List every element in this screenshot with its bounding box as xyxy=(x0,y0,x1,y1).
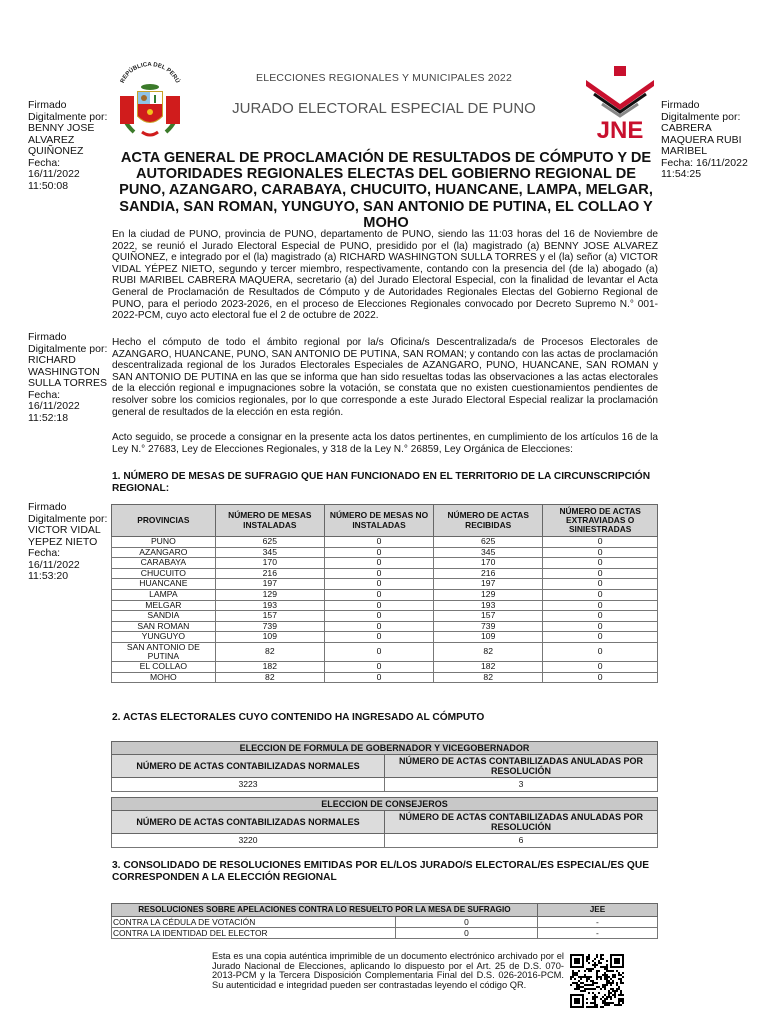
actas-recibidas-cell: 109 xyxy=(434,632,543,643)
qr-code-icon[interactable] xyxy=(570,954,624,1008)
resoluciones-col-apelaciones: RESOLUCIONES SOBRE APELACIONES CONTRA LO RESUELTO POR LA MESA DE SUFRAGIO xyxy=(112,904,538,917)
actas-recibidas-cell: 193 xyxy=(434,600,543,611)
table-row xyxy=(112,928,658,939)
signature-alvarez: Firmado Digitalmente por: BENNY JOSE ALVAREZ QUIÑONEZ Fecha: 16/11/2022 11:50:08 xyxy=(28,99,108,192)
provincia-cell: LAMPA xyxy=(112,589,216,600)
consejeros-table-title: ELECCION DE CONSEJEROS xyxy=(112,798,658,811)
actas-recibidas-cell: 216 xyxy=(434,568,543,579)
provincia-cell: MELGAR xyxy=(112,600,216,611)
signature-cabrera: Firmado Digitalmente por: CABRERA MAQUERA RUBI MARIBEL Fecha: 16/11/2022 11:54:25 xyxy=(661,99,748,180)
table-row xyxy=(112,600,658,611)
actas-recibidas-cell: 129 xyxy=(434,589,543,600)
resolucion-count: 0 xyxy=(395,917,537,928)
jne-logo-text: JNE xyxy=(596,117,644,142)
consejeros-val-normales: 3220 xyxy=(112,834,385,848)
provincia-cell: MOHO xyxy=(112,672,216,683)
mesas-no-instaladas-cell: 0 xyxy=(324,642,433,661)
jee-name: JURADO ELECTORAL ESPECIAL DE PUNO xyxy=(232,100,536,117)
actas-extraviadas-cell: 0 xyxy=(543,661,658,672)
gobernador-val-anuladas: 3 xyxy=(385,778,658,792)
section1-heading: 1. NÚMERO DE MESAS DE SUFRAGIO QUE HAN FUNCIONADO EN EL TERRITORIO DE LA CIRCUNSCRIPCIÓN REGIONAL: xyxy=(112,471,651,494)
gobernador-col-anuladas: NÚMERO DE ACTAS CONTABILIZADAS ANULADAS POR RESOLUCIÓN xyxy=(385,755,658,778)
provincia-cell: SANDIA xyxy=(112,611,216,622)
mesas-instaladas-cell: 625 xyxy=(215,537,324,548)
resolucion-label: CONTRA LA IDENTIDAD DEL ELECTOR xyxy=(112,928,396,939)
actas-extraviadas-cell: 0 xyxy=(543,537,658,548)
provincia-cell: YUNGUYO xyxy=(112,632,216,643)
mesas-no-instaladas-cell: 0 xyxy=(324,672,433,683)
actas-extraviadas-cell: 0 xyxy=(543,642,658,661)
mesas-instaladas-cell: 216 xyxy=(215,568,324,579)
table-row xyxy=(112,661,658,672)
resoluciones-table xyxy=(111,903,658,939)
signature-sulla: Firmado Digitalmente por: RICHARD WASHINGTON SULLA TORRES Fecha: 16/11/2022 11:52:18 xyxy=(28,331,108,424)
col-provincias: PROVINCIAS xyxy=(112,505,216,537)
actas-extraviadas-cell: 0 xyxy=(543,547,658,558)
jne-logo-icon xyxy=(580,64,660,142)
table-row xyxy=(112,568,658,579)
actas-extraviadas-cell: 0 xyxy=(543,672,658,683)
table-row xyxy=(112,672,658,683)
provincia-cell: SAN ANTONIO DE PUTINA xyxy=(112,642,216,661)
resolucion-jee: - xyxy=(537,917,657,928)
provincia-cell: PUNO xyxy=(112,537,216,548)
actas-recibidas-cell: 157 xyxy=(434,611,543,622)
table-row xyxy=(112,558,658,569)
actas-recibidas-cell: 625 xyxy=(434,537,543,548)
election-title: ELECCIONES REGIONALES Y MUNICIPALES 2022 xyxy=(255,72,512,84)
col-mesas-no-instaladas: NÚMERO DE MESAS NO INSTALADAS xyxy=(324,505,433,537)
provincia-cell: EL COLLAO xyxy=(112,661,216,672)
provincia-cell: CARABAYA xyxy=(112,558,216,569)
signature-yepez: Firmado Digitalmente por: VICTOR VIDAL YEPEZ NIETO Fecha: 16/11/2022 11:53:20 xyxy=(28,501,108,582)
consejeros-table xyxy=(111,797,658,848)
resoluciones-col-jee: JEE xyxy=(537,904,657,917)
col-mesas-instaladas: NÚMERO DE MESAS INSTALADAS xyxy=(215,505,324,537)
gobernador-table-title: ELECCION DE FORMULA DE GOBERNADOR Y VICEGOBERNADOR xyxy=(112,742,658,755)
resolucion-label: CONTRA LA CÉDULA DE VOTACIÓN xyxy=(112,917,396,928)
provincia-cell: HUANCANE xyxy=(112,579,216,590)
gobernador-table xyxy=(111,741,658,792)
mesas-no-instaladas-cell: 0 xyxy=(324,568,433,579)
actas-extraviadas-cell: 0 xyxy=(543,579,658,590)
mesas-instaladas-cell: 82 xyxy=(215,642,324,661)
gobernador-val-normales: 3223 xyxy=(112,778,385,792)
mesas-no-instaladas-cell: 0 xyxy=(324,611,433,622)
table-row xyxy=(112,642,658,661)
document-title: ACTA GENERAL DE PROCLAMACIÓN DE RESULTADOS DE CÓMPUTO Y DE AUTORIDADES REGIONALES ELECTAS DEL GOBIERNO REGIONAL DE PUNO, AZANGARO, CARABAYA, CHUCUITO, HUANCANE, LAMPA, MELGAR, SANDIA, SAN ROMAN, YUNGUYO, SAN ANTONIO DE PUTINA, EL COLLAO Y MOHO xyxy=(119,150,653,231)
mesas-no-instaladas-cell: 0 xyxy=(324,600,433,611)
mesas-instaladas-cell: 197 xyxy=(215,579,324,590)
table-row xyxy=(112,547,658,558)
mesas-no-instaladas-cell: 0 xyxy=(324,558,433,569)
actas-extraviadas-cell: 0 xyxy=(543,558,658,569)
table-row xyxy=(112,632,658,643)
provincia-cell: SAN ROMAN xyxy=(112,621,216,632)
mesas-instaladas-cell: 739 xyxy=(215,621,324,632)
mesas-instaladas-cell: 157 xyxy=(215,611,324,622)
table-row xyxy=(112,917,658,928)
mesas-table xyxy=(111,504,658,683)
col-actas-extraviadas: NÚMERO DE ACTAS EXTRAVIADAS O SINIESTRADAS xyxy=(543,505,658,537)
section3-heading: 3. CONSOLIDADO DE RESOLUCIONES EMITIDAS POR EL/LOS JURADO/S ELECTORAL/ES ESPECIAL/ES QUE CORRESPONDEN A LA ELECCIÓN REGIONAL xyxy=(112,860,649,883)
footer-authenticity-note: Esta es una copia auténtica imprimible de un documento electrónico archivado por el Jurado Nacional de Elecciones, aplicando lo dispuesto por el Art. 25 de D.S. 070-2013-PCM y la Tercera Disposición Complementaria Final del D.S. 026-2016-PCM. Su autenticidad e integridad pueden ser contrastadas leyendo el código QR. xyxy=(212,951,564,990)
actas-extraviadas-cell: 0 xyxy=(543,589,658,600)
actas-extraviadas-cell: 0 xyxy=(543,632,658,643)
actas-extraviadas-cell: 0 xyxy=(543,568,658,579)
col-actas-recibidas: NÚMERO DE ACTAS RECIBIDAS xyxy=(434,505,543,537)
section2-heading: 2. ACTAS ELECTORALES CUYO CONTENIDO HA INGRESADO AL CÓMPUTO xyxy=(112,712,485,723)
table-row xyxy=(112,589,658,600)
gobernador-col-normales: NÚMERO DE ACTAS CONTABILIZADAS NORMALES xyxy=(112,755,385,778)
mesas-no-instaladas-cell: 0 xyxy=(324,579,433,590)
seal-text: REPÚBLICA DEL PERÚ xyxy=(119,62,181,85)
actas-extraviadas-cell: 0 xyxy=(543,600,658,611)
mesas-table-header xyxy=(112,505,658,537)
table-row xyxy=(112,537,658,548)
mesas-no-instaladas-cell: 0 xyxy=(324,589,433,600)
mesas-instaladas-cell: 182 xyxy=(215,661,324,672)
table-row xyxy=(112,579,658,590)
paragraph-opening: En la ciudad de PUNO, provincia de PUNO, departamento de PUNO, siendo las 11:03 horas del 16 de Noviembre de 2022, se reunió el Jurado Electoral Especial de PUNO, presidido por el (la) magistrado (a) BENNY JOSE ALVAREZ QUIÑONEZ, e integrado por el (la) magistrado (a) RICHARD WASHINGTON SULLA TORRES y el (la) señor (a) VICTOR VIDAL YÉPEZ NIETO, segundo y tercer miembro, respectivamente, contando con la presencia del (de la) abogado (a) RUBI MARIBEL CABRERA MAQUERA, secretario (a) del Jurado Electoral Especial, con la finalidad de levantar el Acta General de Proclamación de Resultados de Cómputo y de Autoridades Regionales Electas del Gobierno Regional de PUNO, para el periodo 2023-2026, en el proceso de Elecciones Regionales convocado por Decreto Supremo N.° 001-2022-PCM, cuyo acto electoral fue el 2 de octubre de 2022. xyxy=(112,229,658,322)
mesas-no-instaladas-cell: 0 xyxy=(324,661,433,672)
mesas-no-instaladas-cell: 0 xyxy=(324,632,433,643)
actas-extraviadas-cell: 0 xyxy=(543,621,658,632)
actas-recibidas-cell: 82 xyxy=(434,642,543,661)
mesas-instaladas-cell: 193 xyxy=(215,600,324,611)
actas-recibidas-cell: 739 xyxy=(434,621,543,632)
paragraph-legal: Acto seguido, se procede a consignar en la presente acta los datos pertinentes, en cumplimiento de los artículos 16 de la Ley N.° 27683, Ley de Elecciones Regionales, y 318 de la Ley N.° 26859, Ley Orgánica de Elecciones: xyxy=(112,432,658,455)
mesas-instaladas-cell: 129 xyxy=(215,589,324,600)
consejeros-val-anuladas: 6 xyxy=(385,834,658,848)
actas-recibidas-cell: 345 xyxy=(434,547,543,558)
actas-recibidas-cell: 170 xyxy=(434,558,543,569)
actas-extraviadas-cell: 0 xyxy=(543,611,658,622)
actas-recibidas-cell: 197 xyxy=(434,579,543,590)
paragraph-computo: Hecho el cómputo de todo el ámbito regional por la/s Oficina/s Descentralizada/s de Procesos Electorales de AZANGARO, HUANCANE, PUNO, SAN ANTONIO DE PUTINA, SAN ROMAN; y contando con las actas de proclamación descentralizada regional de los Jurados Electorales Especiales de AZANGARO, PUNO, HUANCANE, SAN ROMAN y SAN ANTONIO DE PUTINA en las que se informa que han sido resueltas todas las observaciones a las actas electorales de la elección regional e impugnaciones sobre la votación, se constata que no existen cuestionamientos pendientes de resolver sobre los comicios regionales, por lo que corresponde a este Jurado Electoral Especial realizar la proclamación general de resultados de la elección en esta región. xyxy=(112,337,658,418)
mesas-instaladas-cell: 82 xyxy=(215,672,324,683)
mesas-no-instaladas-cell: 0 xyxy=(324,547,433,558)
consejeros-col-normales: NÚMERO DE ACTAS CONTABILIZADAS NORMALES xyxy=(112,811,385,834)
mesas-instaladas-cell: 170 xyxy=(215,558,324,569)
resolucion-count: 0 xyxy=(395,928,537,939)
table-row xyxy=(112,621,658,632)
table-row xyxy=(112,611,658,622)
actas-recibidas-cell: 82 xyxy=(434,672,543,683)
mesas-instaladas-cell: 109 xyxy=(215,632,324,643)
actas-recibidas-cell: 182 xyxy=(434,661,543,672)
mesas-instaladas-cell: 345 xyxy=(215,547,324,558)
mesas-no-instaladas-cell: 0 xyxy=(324,537,433,548)
provincia-cell: AZANGARO xyxy=(112,547,216,558)
provincia-cell: CHUCUITO xyxy=(112,568,216,579)
mesas-no-instaladas-cell: 0 xyxy=(324,621,433,632)
resolucion-jee: - xyxy=(537,928,657,939)
consejeros-col-anuladas: NÚMERO DE ACTAS CONTABILIZADAS ANULADAS POR RESOLUCIÓN xyxy=(385,811,658,834)
